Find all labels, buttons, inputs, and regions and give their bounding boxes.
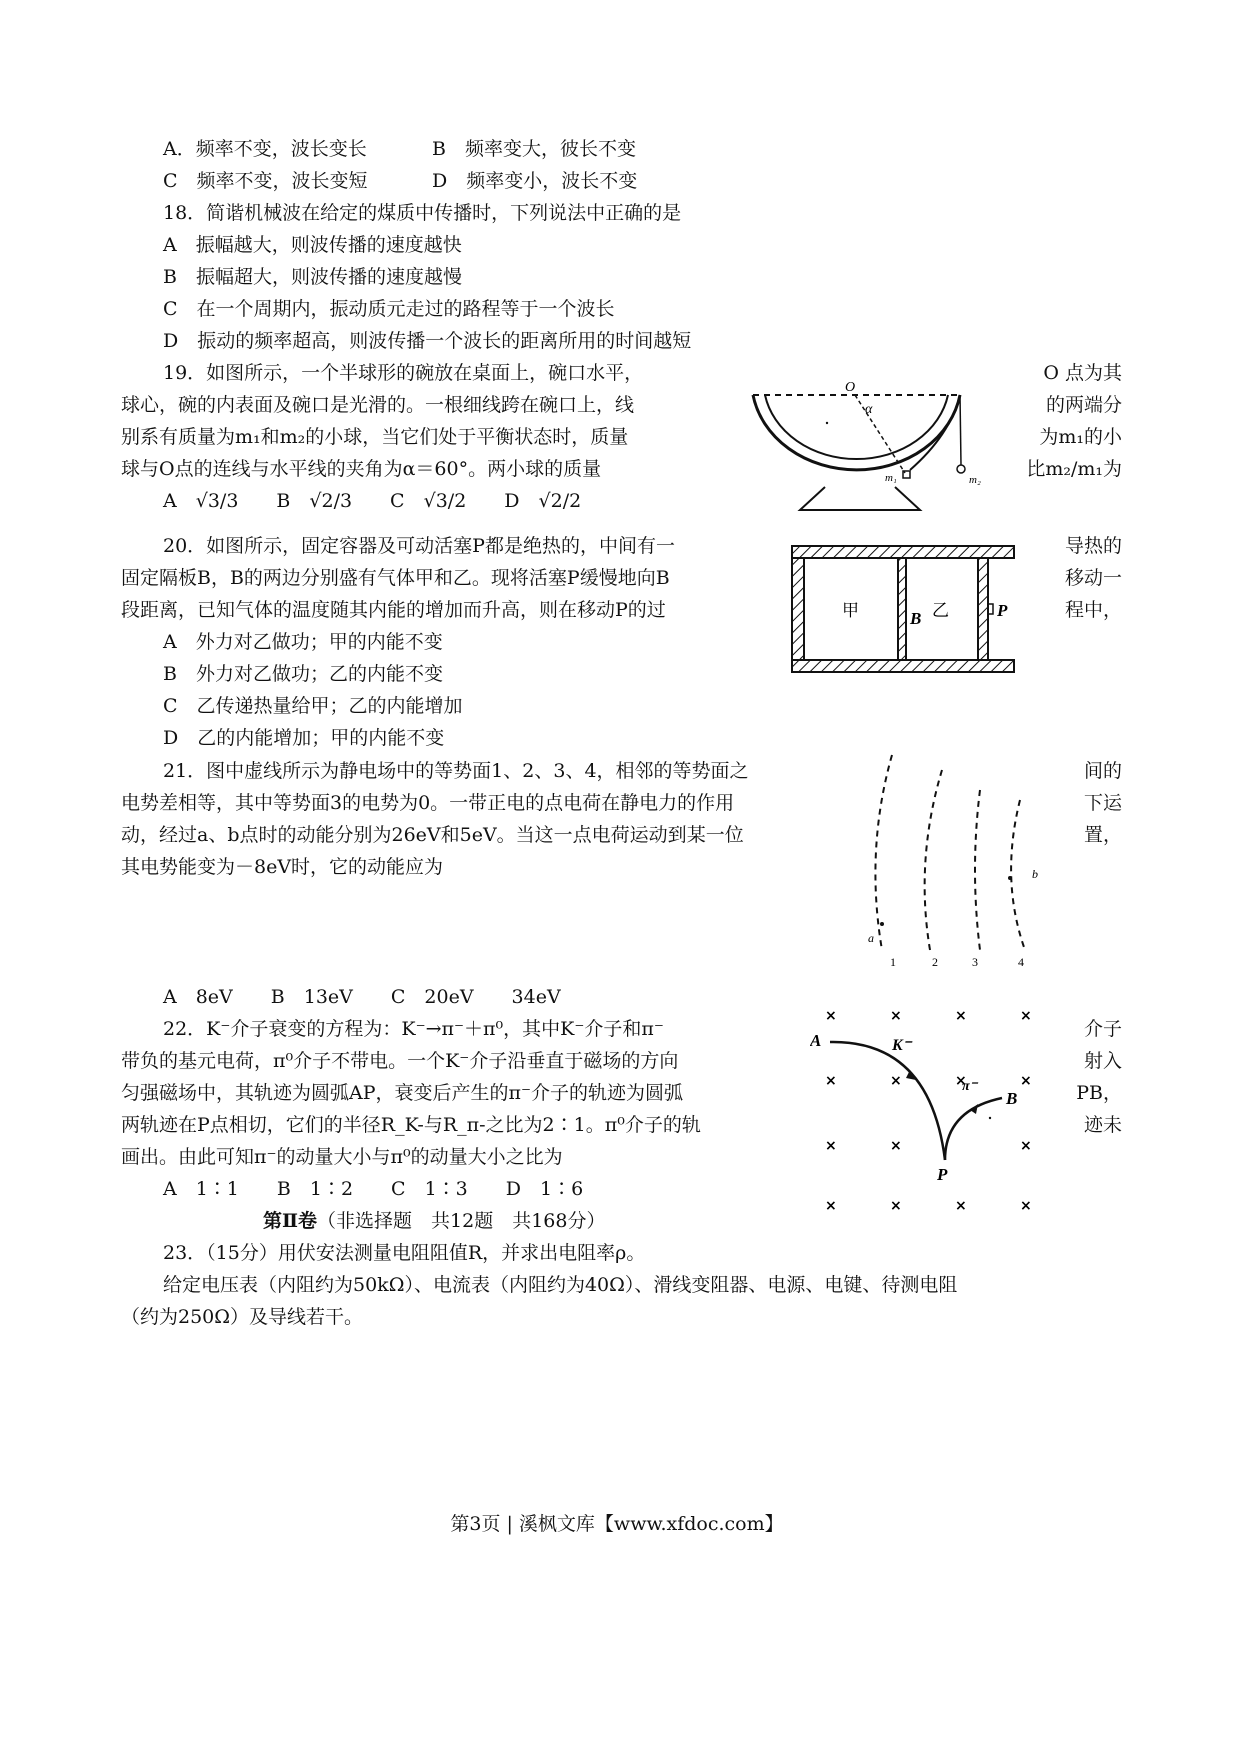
q17-option-c: C 频率不变，波长变短 bbox=[163, 170, 368, 192]
q22-options: A 1∶1 B 1∶2 C 1∶3 D 1∶6 bbox=[163, 1178, 584, 1200]
label-yi: 乙 bbox=[932, 601, 949, 621]
label-1: 1 bbox=[890, 955, 896, 969]
bowl-base bbox=[800, 487, 920, 510]
q20-line-3: 段距离，已知气体的温度随其内能的增加而升高，则在移动P的过 bbox=[121, 599, 666, 621]
q19-line-1: 19．如图所示，一个半球形的碗放在桌面上，碗口水平， bbox=[163, 362, 644, 384]
q23-line-3: （约为250Ω）及导线若干。 bbox=[121, 1306, 364, 1328]
field-x-mark: × bbox=[955, 1198, 967, 1214]
field-x-mark: × bbox=[825, 1198, 837, 1214]
page-footer: 第3页 | 溪枫文库【www.xfdoc.com】 bbox=[450, 1513, 784, 1535]
q20-option-b: B 外力对乙做功；乙的内能不变 bbox=[163, 663, 443, 685]
field-x-mark: × bbox=[825, 1073, 837, 1089]
q18-stem: 18．简谐机械波在给定的煤质中传播时，下列说法中正确的是 bbox=[163, 202, 682, 224]
container-figure bbox=[790, 544, 1020, 674]
q23-line-2: 给定电压表（内阻约为50kΩ）、电流表（内阻约为40Ω）、滑线变阻器、电源、电键、待测电阻 bbox=[163, 1274, 958, 1296]
field-x-mark: × bbox=[890, 1073, 902, 1089]
equipotential-line-2 bbox=[925, 770, 942, 950]
field-x-mark: × bbox=[890, 1138, 902, 1154]
q17-option-d: D 频率变小，波长不变 bbox=[432, 170, 638, 192]
equipotential-figure bbox=[860, 750, 1060, 970]
q22-line-5: 画出。由此可知π⁻的动量大小与π⁰的动量大小之比为 bbox=[121, 1146, 563, 1168]
q23-line-1: 23．（15分）用伏安法测量电阻阻值R，并求出电阻率ρ。 bbox=[163, 1242, 646, 1264]
equipotential-line-4 bbox=[1011, 800, 1025, 950]
q20-option-c: C 乙传递热量给甲；乙的内能增加 bbox=[163, 695, 463, 717]
field-x-mark: × bbox=[955, 1073, 967, 1089]
q18-option-a: A 振幅越大，则波传播的速度越快 bbox=[163, 234, 462, 256]
part-2-title: 第Ⅱ卷 bbox=[263, 1210, 318, 1232]
trajectory-pb bbox=[945, 1098, 1002, 1160]
field-x-mark: × bbox=[1020, 1138, 1032, 1154]
field-x-mark: × bbox=[825, 1138, 837, 1154]
q18-option-c: C 在一个周期内，振动质元走过的路程等于一个波长 bbox=[163, 298, 615, 320]
radius-dashed-line bbox=[855, 395, 905, 473]
bowl-figure bbox=[745, 375, 1005, 525]
label-3: 3 bbox=[972, 955, 978, 969]
q18-option-d: D 振动的频率超高，则波传播一个波长的距离所用的时间越短 bbox=[163, 330, 692, 352]
field-x-mark: × bbox=[890, 1008, 902, 1024]
q22-line-4: 两轨迹在P点相切，它们的半径R_K-与R_π-之比为2∶1。π⁰介子的轨 bbox=[121, 1114, 701, 1136]
equipotential-line-3 bbox=[975, 790, 980, 950]
q19-line-3-right: 为m₁的小 bbox=[1039, 426, 1122, 448]
q22-line-4-right: 迹未 bbox=[1083, 1114, 1122, 1136]
label-m1: m₁ bbox=[885, 472, 897, 484]
label-b: b bbox=[1032, 867, 1038, 881]
thread-hanging bbox=[960, 395, 961, 465]
field-x-mark: × bbox=[955, 1008, 967, 1024]
label-p: P bbox=[997, 601, 1008, 620]
label-pi: π⁻ bbox=[962, 1079, 978, 1094]
q22-line-3-right: PB， bbox=[1076, 1082, 1122, 1104]
field-x-mark: × bbox=[890, 1198, 902, 1214]
q21-line-1: 21．图中虚线所示为静电场中的等势面1、2、3、4，相邻的等势面之 bbox=[163, 760, 749, 782]
ball-m2 bbox=[957, 465, 965, 473]
trajectory-ap bbox=[830, 1042, 945, 1160]
magnetic-field-figure bbox=[810, 1000, 1040, 1220]
q17-option-a: A．频率不变，波长变长 bbox=[163, 138, 367, 160]
q21-line-3-right: 置， bbox=[1083, 824, 1122, 846]
point-b bbox=[1008, 876, 1012, 880]
partition-b bbox=[898, 558, 906, 660]
q19-line-4-right: 比m₂/m₁为 bbox=[1026, 458, 1122, 480]
q20-option-d: D 乙的内能增加；甲的内能不变 bbox=[163, 727, 445, 749]
point-a bbox=[880, 922, 884, 926]
thread-on-bowl bbox=[910, 395, 960, 470]
q17-option-b: B 频率变大，彼长不变 bbox=[432, 138, 636, 160]
q22-line-2-right: 射入 bbox=[1083, 1050, 1122, 1072]
label-o: O bbox=[845, 380, 856, 395]
label-alpha: α bbox=[865, 402, 873, 417]
part-2-subtitle: （非选择题 共12题 共168分） bbox=[317, 1210, 606, 1232]
dot-mark bbox=[989, 1117, 991, 1119]
field-x-mark: × bbox=[1020, 1008, 1032, 1024]
q20-line-3-right: 程中， bbox=[1064, 599, 1122, 621]
label-b: B bbox=[1006, 1089, 1018, 1108]
q22-line-1-right: 介子 bbox=[1083, 1018, 1122, 1040]
q21-line-3: 动，经过a、b点时的动能分别为26eV和5eV。当这一点电荷运动到某一位 bbox=[121, 824, 744, 846]
q22-line-1: 22．K⁻介子衰变的方程为：K⁻→π⁻＋π⁰，其中K⁻介子和π⁻ bbox=[163, 1018, 664, 1040]
q20-line-1: 20．如图所示，固定容器及可动活塞P都是绝热的，中间有一 bbox=[163, 535, 675, 557]
q20-line-2-right: 移动一 bbox=[1064, 567, 1122, 589]
q19-line-3: 别系有质量为m₁和m₂的小球，当它们处于平衡状态时，质量 bbox=[121, 426, 629, 448]
q20-option-a: A 外力对乙做功；甲的内能不变 bbox=[163, 631, 443, 653]
label-a: A bbox=[810, 1031, 822, 1050]
q22-line-2: 带负的基元电荷，π⁰介子不带电。一个K⁻介子沿垂直于磁场的方向 bbox=[121, 1050, 679, 1072]
label-p: P bbox=[937, 1165, 948, 1184]
q19-line-2-right: 的两端分 bbox=[1045, 394, 1122, 416]
label-k: K⁻ bbox=[892, 1037, 912, 1054]
q21-options: A 8eV B 13eV C 20eV 34eV bbox=[163, 986, 561, 1008]
label-jia: 甲 bbox=[842, 601, 859, 621]
q21-line-2: 电势差相等，其中等势面3的电势为0。一带正电的点电荷在静电力的作用 bbox=[121, 792, 735, 814]
container-left-wall bbox=[792, 558, 804, 660]
q21-line-2-right: 下运 bbox=[1083, 792, 1122, 814]
q20-line-1-right: 导热的 bbox=[1064, 535, 1122, 557]
container-bottom-wall bbox=[792, 660, 1014, 672]
q19-options: A √3/3 B √2/3 C √3/2 D √2/2 bbox=[163, 490, 582, 512]
label-4: 4 bbox=[1018, 955, 1024, 969]
piston-handle bbox=[988, 604, 993, 614]
label-2: 2 bbox=[932, 955, 938, 969]
container-top-wall bbox=[792, 546, 1014, 558]
q19-line-1-right: O 点为其 bbox=[1043, 362, 1122, 384]
q20-line-2: 固定隔板B，B的两边分别盛有气体甲和乙。现将活塞P缓慢地向B bbox=[121, 567, 670, 589]
piston-p bbox=[978, 558, 988, 660]
label-b: B bbox=[910, 609, 922, 628]
label-a: a bbox=[868, 931, 874, 945]
q19-line-4: 球与O点的连线与水平线的夹角为α＝60°。两小球的质量 bbox=[121, 458, 602, 480]
q21-line-1-right: 间的 bbox=[1083, 760, 1122, 782]
label-m2: m₂ bbox=[969, 474, 981, 486]
equipotential-line-1 bbox=[875, 755, 892, 950]
field-x-mark: × bbox=[1020, 1198, 1032, 1214]
q19-line-2: 球心，碗的内表面及碗口是光滑的。一根细线跨在碗口上，线 bbox=[121, 394, 635, 416]
q18-option-b: B 振幅超大，则波传播的速度越慢 bbox=[163, 266, 462, 288]
part-2-heading bbox=[263, 1207, 605, 1235]
field-x-mark: × bbox=[825, 1008, 837, 1024]
q22-line-3: 匀强磁场中，其轨迹为圆弧AP，衰变后产生的π⁻介子的轨迹为圆弧 bbox=[121, 1082, 684, 1104]
bowl-center-dot bbox=[826, 422, 828, 424]
q21-line-4: 其电势能变为－8eV时，它的动能应为 bbox=[121, 856, 444, 878]
field-x-mark: × bbox=[1020, 1073, 1032, 1089]
